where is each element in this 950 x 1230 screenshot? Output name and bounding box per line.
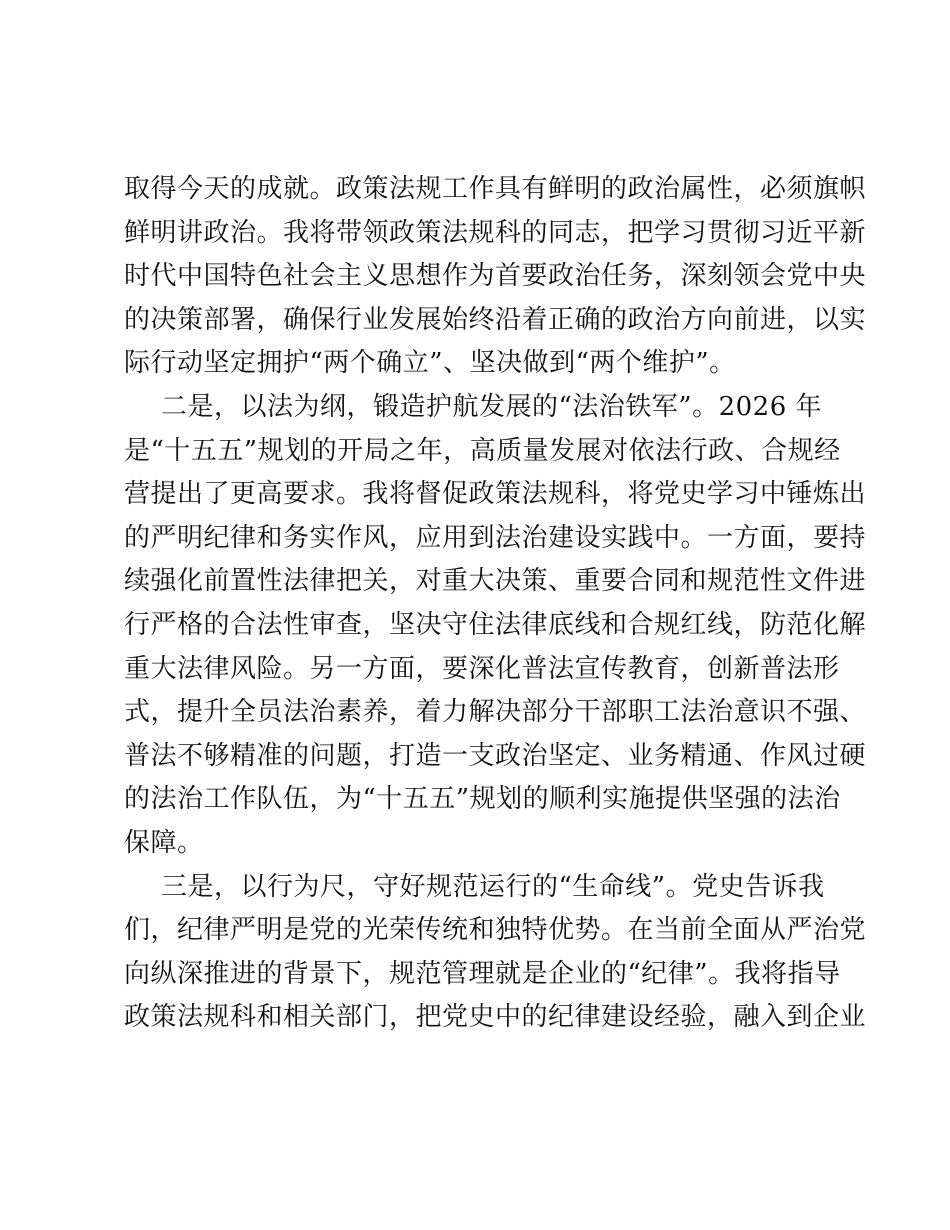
text-line: 鲜明讲政治。我将带领政策法规科的同志，把学习贯彻习近平新 [124, 217, 867, 248]
text-line: 二是，以法为纲，锻造护航发展的“法治铁军”。2026 年 [161, 391, 823, 422]
text-line: 向纵深推进的背景下，规范管理就是企业的“纪律”。我将指导 [124, 958, 841, 989]
text-line: 式，提升全员法治素养，着力解决部分干部职工法治意识不强、 [124, 697, 867, 728]
text-line: 保障。 [124, 827, 204, 858]
text-line: 行严格的合法性审查，坚决守住法律底线和合规红线，防范化解 [124, 609, 867, 640]
document-body [124, 168, 867, 1040]
text-line: 是“十五五”规划的开局之年，高质量发展对依法行政、合规经 [124, 435, 841, 466]
text-line: 的严明纪律和务实作风，应用到法治建设实践中。一方面，要持 [124, 522, 867, 553]
text-line: 重大法律风险。另一方面，要深化普法宣传教育，创新普法形 [124, 653, 840, 684]
text-line: 取得今天的成就。政策法规工作具有鲜明的政治属性，必须旗帜 [124, 174, 867, 204]
text-line: 的法治工作队伍，为“十五五”规划的顺利实施提供坚强的法治 [124, 784, 841, 815]
text-line: 续强化前置性法律把关，对重大决策、重要合同和规范性文件进 [124, 566, 867, 597]
text-line: 三是，以行为尺，守好规范运行的“生命线”。党史告诉我 [161, 871, 825, 902]
text-line: 营提出了更高要求。我将督促政策法规科，将党史学习中锤炼出 [124, 479, 867, 510]
text-line: 际行动坚定拥护“两个确立”、坚决做到“两个维护”。 [124, 348, 736, 379]
text-line: 政策法规科和相关部门，把党史中的纪律建设经验，融入到企业 [124, 1002, 867, 1033]
text-line: 时代中国特色社会主义思想作为首要政治任务，深刻领会党中央 [124, 261, 867, 292]
text-line: 的决策部署，确保行业发展始终沿着正确的政治方向前进，以实 [124, 304, 867, 335]
text-line: 们，纪律严明是党的光荣传统和独特优势。在当前全面从严治党 [124, 915, 867, 946]
text-line: 普法不够精准的问题，打造一支政治坚定、业务精通、作风过硬 [124, 740, 867, 771]
